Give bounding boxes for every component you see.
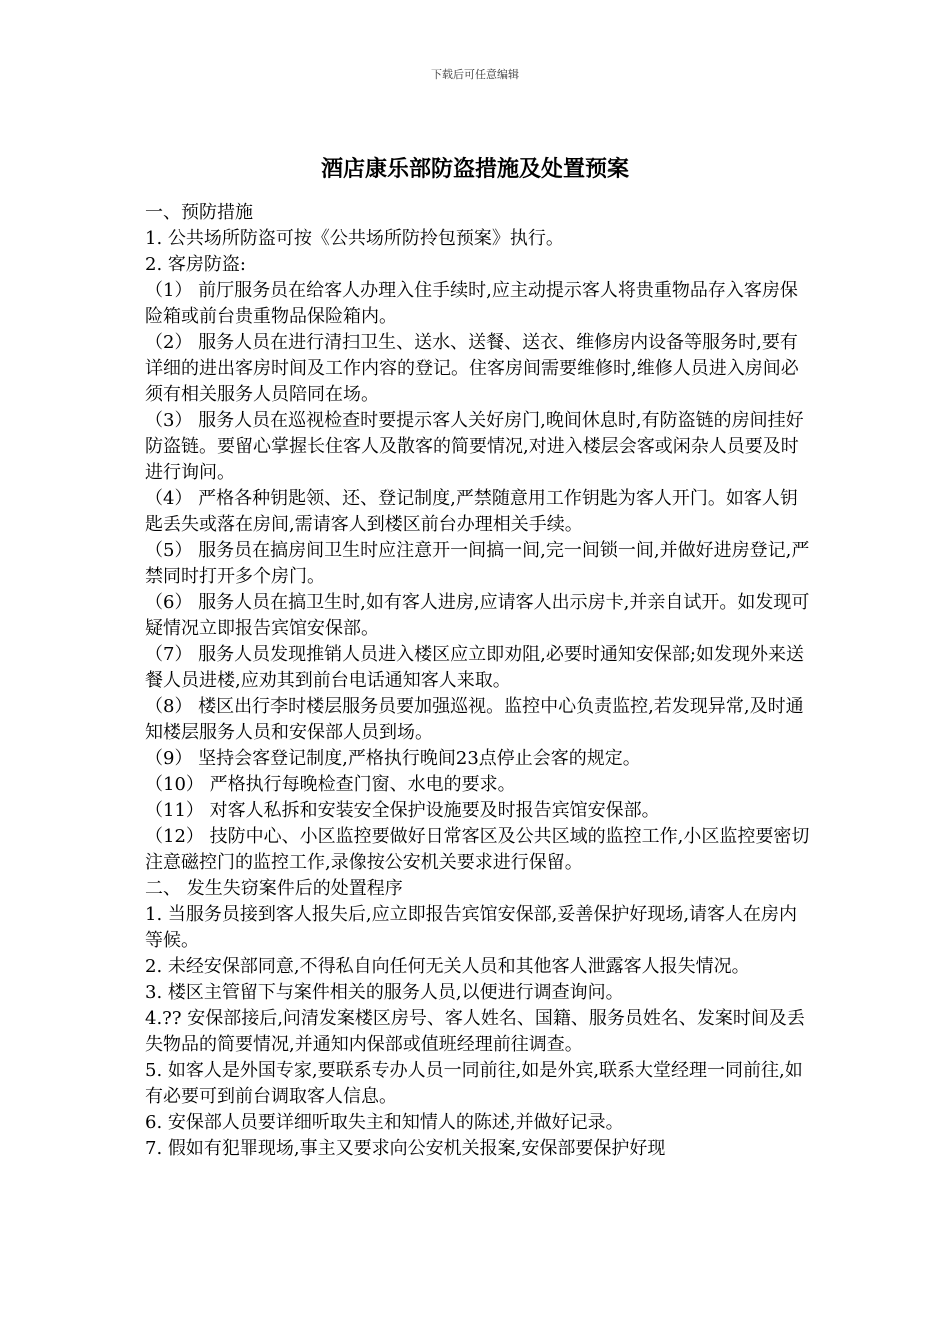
section-heading: 二、 发生失窃案件后的处置程序 [145,878,403,899]
section-heading: 一、预防措施 [145,202,253,223]
paragraph: （4） 严格各种钥匙领、还、登记制度,严禁随意用工作钥匙为客人开门。如客人钥匙丢失或落在房间,需请客人到楼区前台办理相关手续。 [145,488,798,535]
paragraph: 2. 客房防盗: [145,254,246,275]
paragraph: （2） 服务人员在进行清扫卫生、送水、送餐、送衣、维修房内设备等服务时,要有详细的进出客房时间及工作内容的登记。住客房间需要维修时,维修人员进入房间必须有相关服务人员陪同在场。 [145,332,799,405]
paragraph: （9） 坚持会客登记制度,严格执行晚间23点停止会客的规定。 [145,748,641,769]
paragraph: 1. 公共场所防盗可按《公共场所防拎包预案》执行。 [145,228,564,249]
paragraph: 2. 未经安保部同意,不得私自向任何无关人员和其他客人泄露客人报失情况。 [145,956,750,977]
paragraph: 3. 楼区主管留下与案件相关的服务人员,以便进行调查询问。 [145,982,624,1003]
paragraph: （7） 服务人员发现推销人员进入楼区应立即劝阻,必要时通知安保部;如发现外来送餐人员进楼,应劝其到前台电话通知客人来取。 [145,644,804,691]
document-title: 酒店康乐部防盗措施及处置预案 [320,157,629,182]
paragraph: （6） 服务人员在搞卫生时,如有客人进房,应请客人出示房卡,并亲自试开。如发现可疑情况立即报告宾馆安保部。 [145,592,810,639]
paragraph: 6. 安保部人员要详细听取失主和知情人的陈述,并做好记录。 [145,1112,624,1133]
paragraph: 4.?? 安保部接后,问清发案楼区房号、客人姓名、国籍、服务员姓名、发案时间及丢失物品的简要情况,并通知内保部或值班经理前往调查。 [145,1008,805,1055]
paragraph: 7. 假如有犯罪现场,事主又要求向公安机关报案,安保部要保护好现 [145,1138,666,1159]
paragraph: （12） 技防中心、小区监控要做好日常客区及公共区域的监控工作,小区监控要密切注意磁控门的监控工作,录像按公安机关要求进行保留。 [145,826,810,873]
paragraph: （3） 服务人员在巡视检查时要提示客人关好房门,晚间休息时,有防盗链的房间挂好防盗链。要留心掌握长住客人及散客的简要情况,对进入楼层会客或闲杂人员要及时进行询问。 [145,410,804,483]
paragraph: （1） 前厅服务员在给客人办理入住手续时,应主动提示客人将贵重物品存入客房保险箱或前台贵重物品保险箱内。 [145,280,798,327]
paragraph: 1. 当服务员接到客人报失后,应立即报告宾馆安保部,妥善保护好现场,请客人在房内等候。 [145,904,798,951]
paragraph: （5） 服务员在搞房间卫生时应注意开一间搞一间,完一间锁一间,并做好进房登记,严禁同时打开多个房门。 [145,540,810,587]
paragraph: （10） 严格执行每晚检查门窗、水电的要求。 [145,774,516,795]
document-body [145,200,815,1162]
paragraph: （8） 楼区出行李时楼层服务员要加强巡视。监控中心负责监控,若发现异常,及时通知楼层服务人员和安保部人员到场。 [145,696,804,743]
paragraph: （11） 对客人私拆和安装安全保护设施要及时报告宾馆安保部。 [145,800,660,821]
paragraph: 5. 如客人是外国专家,要联系专办人员一同前往,如是外宾,联系大堂经理一同前往,如有必要可到前台调取客人信息。 [145,1060,803,1107]
page-header: 下载后可任意编辑 [431,68,519,81]
